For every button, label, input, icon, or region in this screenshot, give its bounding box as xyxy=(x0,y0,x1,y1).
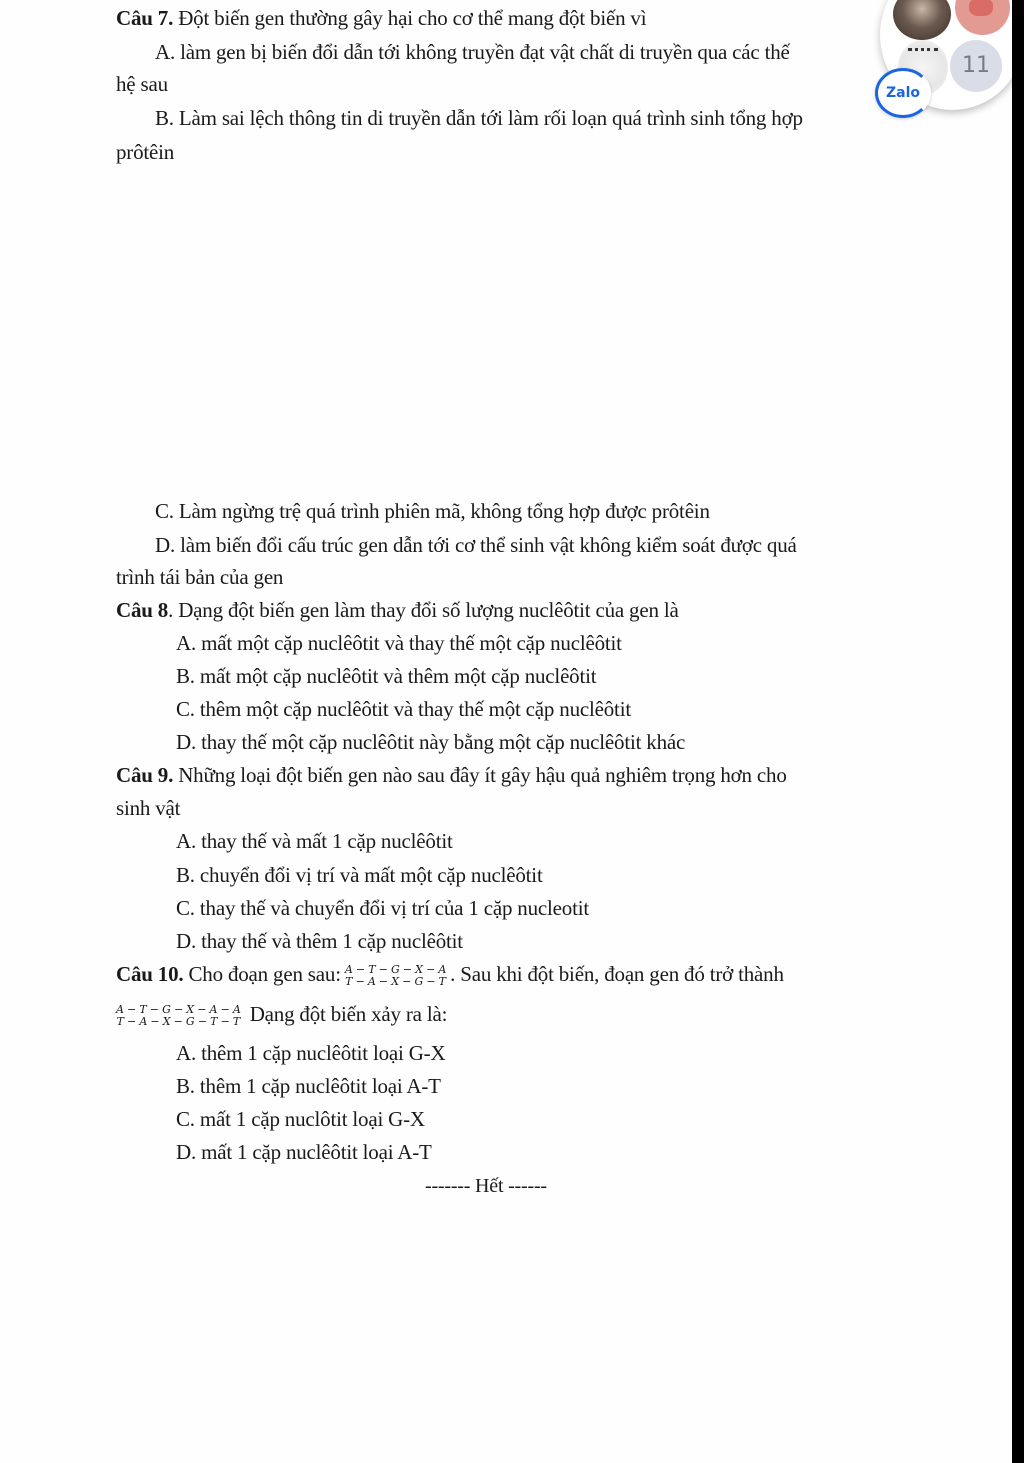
q8-option-d: D. thay thế một cặp nuclêôtit này bằng một cặp nuclêôtit khác xyxy=(176,730,686,754)
q9-option-c: C. thay thế và chuyển đổi vị trí của 1 cặp nucleotit xyxy=(176,896,589,920)
q9-text: Những loại đột biến gen nào sau đây ít gây hậu quả nghiêm trọng hơn cho xyxy=(173,763,787,787)
q7-option-a: A. làm gen bị biến đổi dẫn tới không truyền đạt vật chất di truyền qua các thế xyxy=(155,40,790,64)
q8-option-b: B. mất một cặp nuclêôtit và thêm một cặp nuclêôtit xyxy=(176,664,597,688)
avatar-2-image xyxy=(969,0,993,16)
q9-option-b: B. chuyển đổi vị trí và mất một cặp nuclêôtit xyxy=(176,863,543,887)
q7-stem xyxy=(116,4,646,32)
q10-stem-cont xyxy=(116,1000,447,1028)
q9-label: Câu 9. xyxy=(116,763,174,787)
zalo-icon[interactable]: Zalo xyxy=(875,68,931,118)
gene-segment-original xyxy=(345,964,446,988)
q8-label: Câu 8 xyxy=(116,598,169,622)
q10-option-b: B. thêm 1 cặp nuclêôtit loại A-T xyxy=(176,1074,441,1098)
q10-option-c: C. mất 1 cặp nuclôtit loại G-X xyxy=(176,1107,425,1131)
q10-option-d: D. mất 1 cặp nuclêôtit loại A-T xyxy=(176,1140,432,1164)
q9-stem-cont: sinh vật xyxy=(116,796,181,820)
q10-text-after: . Sau khi đột biến, đoạn gen đó trở thành xyxy=(450,962,784,986)
q7-option-b-cont: prôtêin xyxy=(116,140,175,164)
q8-option-c: C. thêm một cặp nuclêôtit và thay thế một cặp nuclêôtit xyxy=(176,697,631,721)
mutated-strand-top: A − T − G − X − A − A xyxy=(116,1003,241,1017)
q7-text: Đột biến gen thường gây hại cho cơ thể mang đột biến vì xyxy=(173,6,647,30)
q7-option-d: D. làm biến đổi cấu trúc gen dẫn tới cơ thể sinh vật không kiểm soát được quá xyxy=(155,533,797,557)
q7-label: Câu 7. xyxy=(116,6,174,30)
q9-option-a: A. thay thế và mất 1 cặp nuclêôtit xyxy=(176,829,453,853)
q10-label: Câu 10. xyxy=(116,962,184,986)
q9-option-d: D. thay thế và thêm 1 cặp nuclêôtit xyxy=(176,929,463,953)
q10-text-before: Cho đoạn gen sau: xyxy=(183,962,341,986)
unread-count-badge[interactable]: 11 xyxy=(950,40,1002,92)
gene-segment-mutated xyxy=(116,1004,241,1028)
gene-strand-bottom: T − A − X − G − T xyxy=(345,975,446,989)
q8-text: . Dạng đột biến gen làm thay đổi số lượng nuclêôtit của gen là xyxy=(168,598,679,622)
q9-stem xyxy=(116,761,787,789)
screen-edge xyxy=(1012,0,1024,1463)
gene-strand-top: A − T − G − X − A xyxy=(344,963,447,977)
q7-option-a-cont: hệ sau xyxy=(116,72,168,96)
q10-stem xyxy=(116,960,784,988)
end-marker: ------- Hết ------ xyxy=(425,1175,547,1197)
q7-option-b: B. Làm sai lệch thông tin di truyền dẫn tới làm rối loạn quá trình sinh tổng hợp xyxy=(155,106,803,130)
q10-text-line2: Dạng đột biến xảy ra là: xyxy=(244,1002,448,1026)
avatar-3-image xyxy=(908,48,938,59)
q7-option-d-cont: trình tái bản của gen xyxy=(116,565,284,589)
q7-option-c: C. Làm ngừng trệ quá trình phiên mã, không tổng hợp được prôtêin xyxy=(155,499,710,523)
q10-option-a: A. thêm 1 cặp nuclêôtit loại G-X xyxy=(176,1041,446,1065)
q8-option-a: A. mất một cặp nuclêôtit và thay thế một cặp nuclêôtit xyxy=(176,631,622,655)
mutated-strand-bottom: T − A − X − G − T − T xyxy=(116,1015,241,1029)
q8-stem xyxy=(116,596,679,624)
